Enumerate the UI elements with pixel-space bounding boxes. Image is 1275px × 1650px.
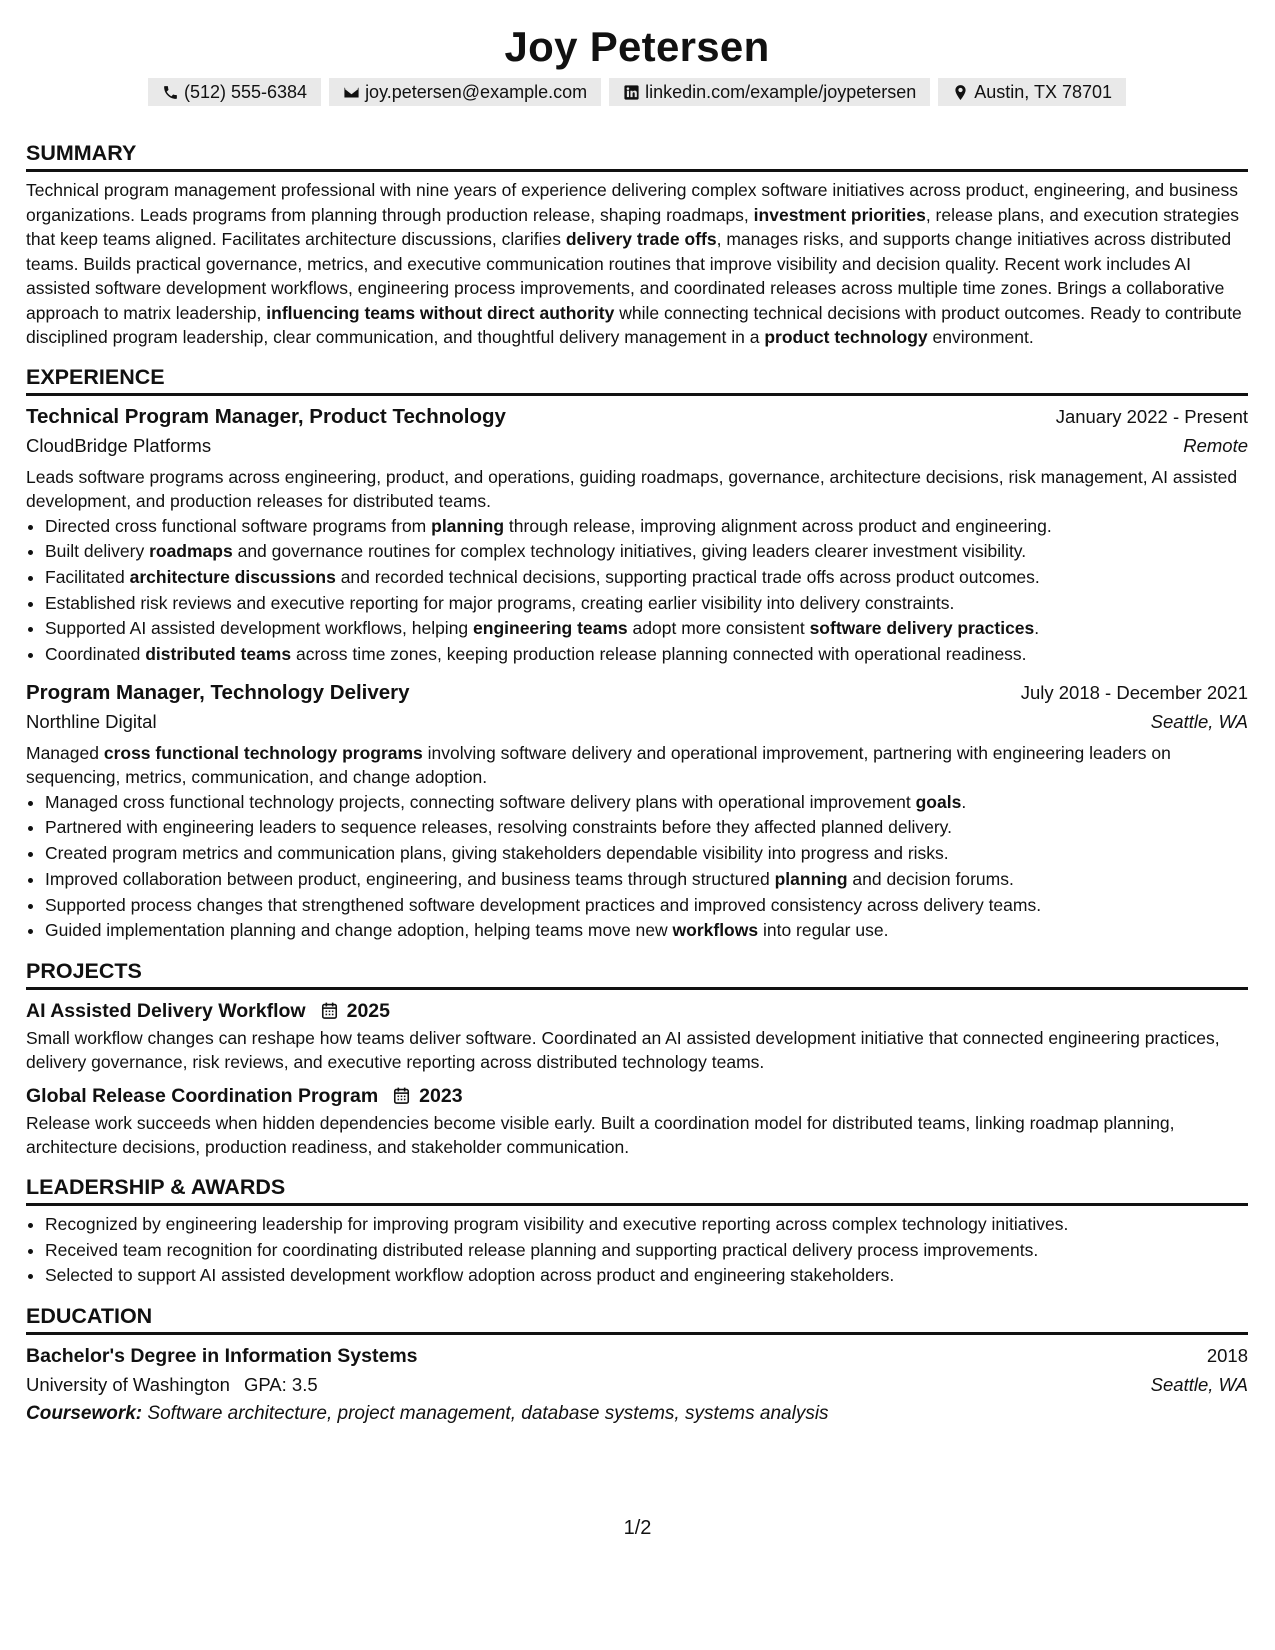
resume-page <box>26 22 1248 1428</box>
job-entry-cloudbridge <box>26 402 1248 668</box>
job-title: Technical Program Manager, Product Technology <box>26 404 506 428</box>
contact-email[interactable] <box>329 78 601 106</box>
project-name: Global Release Coordination Program <box>26 1084 379 1107</box>
job-location: Seattle, WA <box>1150 710 1248 732</box>
envelope-icon <box>343 84 360 101</box>
calendar-icon <box>392 1086 411 1105</box>
contact-phone <box>148 78 321 106</box>
coursework-label: Coursework: <box>26 1403 143 1425</box>
job-dates: July 2018 - December 2021 <box>1020 681 1248 703</box>
coursework-list: Software architecture, project management, database systems, systems analysis <box>142 1403 829 1425</box>
school-location: Seattle, WA <box>1150 1374 1248 1396</box>
contact-location <box>938 78 1126 106</box>
linkedin-text: linkedin.com/example/joypetersen <box>645 82 917 102</box>
project-entry <box>26 996 1248 1075</box>
coursework <box>26 1399 1248 1428</box>
gpa: GPA: 3.5 <box>243 1374 318 1396</box>
job-dates: January 2022 - Present <box>1055 405 1248 427</box>
bullet-item: • Facilitated architecture discussions and recorded technical decisions, supporting practical trade offs across product outcomes. <box>45 565 1248 591</box>
project-description: Release work succeeds when hidden dependencies become visible early. Built a coordination model for distributed teams, linking roadmap planning, architecture decisions, production readiness, and stakeholder communication. <box>26 1112 1175 1158</box>
linkedin-icon <box>623 84 640 101</box>
job-description: Leads software programs across engineering, product, and operations, guiding roadmaps, governance, architecture decisions, risk management, AI assisted development, and production releases for distributed teams. <box>26 466 1238 511</box>
summary-paragraph: Technical program management professional with nine years of experience delivering complex software initiatives across product, engineering, and business organizations. Leads programs from planning through production release, shaping roadmaps, investment priorities, release plans, and execution strategies that keep teams aligned. Facilitates architecture discussions, clarifies delivery trade offs, manages risks, and supports change initiatives across distributed teams. Builds practical governance, metrics, and executive communication routines that improve visibility and decision quality. Recent work includes AI assisted software development workflows, engineering process improvements, and coordinated releases across multiple time zones. Brings a collaborative approach to matrix leadership, influencing teams without direct authority while connecting technical decisions with product outcomes. Ready to contribute disciplined program leadership, clear communication, and thoughtful delivery management in a product technology environment. <box>26 180 1242 347</box>
school-name: University of Washington <box>26 1374 230 1396</box>
section-title-summary: SUMMARY <box>26 140 1248 172</box>
contact-linkedin[interactable] <box>609 78 930 106</box>
leadership-list <box>26 1212 1248 1289</box>
list-item: • Recognized by engineering leadership for improving program visibility and executive reporting across complex technology initiatives. <box>45 1212 1248 1238</box>
section-title-experience: EXPERIENCE <box>26 364 1248 396</box>
section-title-leadership: LEADERSHIP & AWARDS <box>26 1174 1248 1206</box>
calendar-icon <box>320 1001 339 1020</box>
job-bullets <box>26 514 1248 668</box>
bullet-item: • Built delivery roadmaps and governance routines for complex technology initiatives, giving leaders clearer investment visibility. <box>45 539 1248 565</box>
company-name: CloudBridge Platforms <box>26 434 212 456</box>
phone-icon <box>162 84 179 101</box>
list-item: • Received team recognition for coordinating distributed release planning and supporting practical delivery process improvements. <box>45 1238 1248 1264</box>
project-year: 2023 <box>419 1084 463 1107</box>
bullet-item: • Directed cross functional software programs from planning through release, improving alignment across product and engineering. <box>45 514 1248 540</box>
project-description: Small workflow changes can reshape how teams deliver software. Coordinated an AI assisted development initiative that connected engineering practices, delivery governance, risk reviews, and executive reporting across distributed technology teams. <box>26 1027 1220 1073</box>
map-pin-icon <box>952 84 969 101</box>
contact-bar <box>26 78 1248 106</box>
bullet-item: • Coordinated distributed teams across time zones, keeping production release planning connected with operational readiness. <box>45 642 1248 668</box>
project-name: AI Assisted Delivery Workflow <box>26 999 306 1022</box>
bullet-item: • Managed cross functional technology projects, connecting software delivery plans with operational improvement goals. <box>45 790 1248 816</box>
section-title-projects: PROJECTS <box>26 958 1248 990</box>
bullet-item: • Supported AI assisted development workflows, helping engineering teams adopt more consistent software delivery practices. <box>45 616 1248 642</box>
bullet-item: • Supported process changes that strengthened software development practices and improved consistency across delivery teams. <box>45 893 1248 919</box>
candidate-name: Joy Petersen <box>504 23 770 70</box>
bullet-item: • Partnered with engineering leaders to sequence releases, resolving constraints before they affected planned delivery. <box>45 815 1248 841</box>
location-text: Austin, TX 78701 <box>974 82 1113 102</box>
project-year: 2025 <box>346 999 390 1022</box>
company-name: Northline Digital <box>26 710 157 732</box>
bullet-item: • Created program metrics and communication plans, giving stakeholders dependable visibility into progress and risks. <box>45 841 1248 867</box>
list-item: • Selected to support AI assisted development workflow adoption across product and engineering stakeholders. <box>45 1263 1248 1289</box>
education-entry <box>26 1341 1248 1428</box>
job-location: Remote <box>1183 434 1248 456</box>
phone-text: (512) 555-6384 <box>183 82 308 102</box>
job-entry-northline <box>26 678 1248 944</box>
project-entry <box>26 1081 1248 1160</box>
graduation-year: 2018 <box>1206 1345 1248 1367</box>
email-text: joy.petersen@example.com <box>365 82 588 102</box>
bullet-item: • Improved collaboration between product, engineering, and business teams through structured planning and decision forums. <box>45 867 1248 893</box>
degree-name: Bachelor's Degree in Information Systems <box>26 1345 418 1368</box>
section-title-education: EDUCATION <box>26 1303 1248 1335</box>
job-title: Program Manager, Technology Delivery <box>26 680 410 704</box>
bullet-item: • Guided implementation planning and change adoption, helping teams move new workflows into regular use. <box>45 918 1248 944</box>
bullet-item: • Established risk reviews and executive reporting for major programs, creating earlier visibility into delivery constraints. <box>45 591 1248 617</box>
job-description: Managed cross functional technology programs involving software delivery and operational improvement, partnering with engineering leaders on sequencing, metrics, communication, and change adoption. <box>26 742 1171 788</box>
page-number: 1/2 <box>623 1517 652 1539</box>
school-line <box>26 1371 318 1399</box>
job-bullets <box>26 790 1248 944</box>
